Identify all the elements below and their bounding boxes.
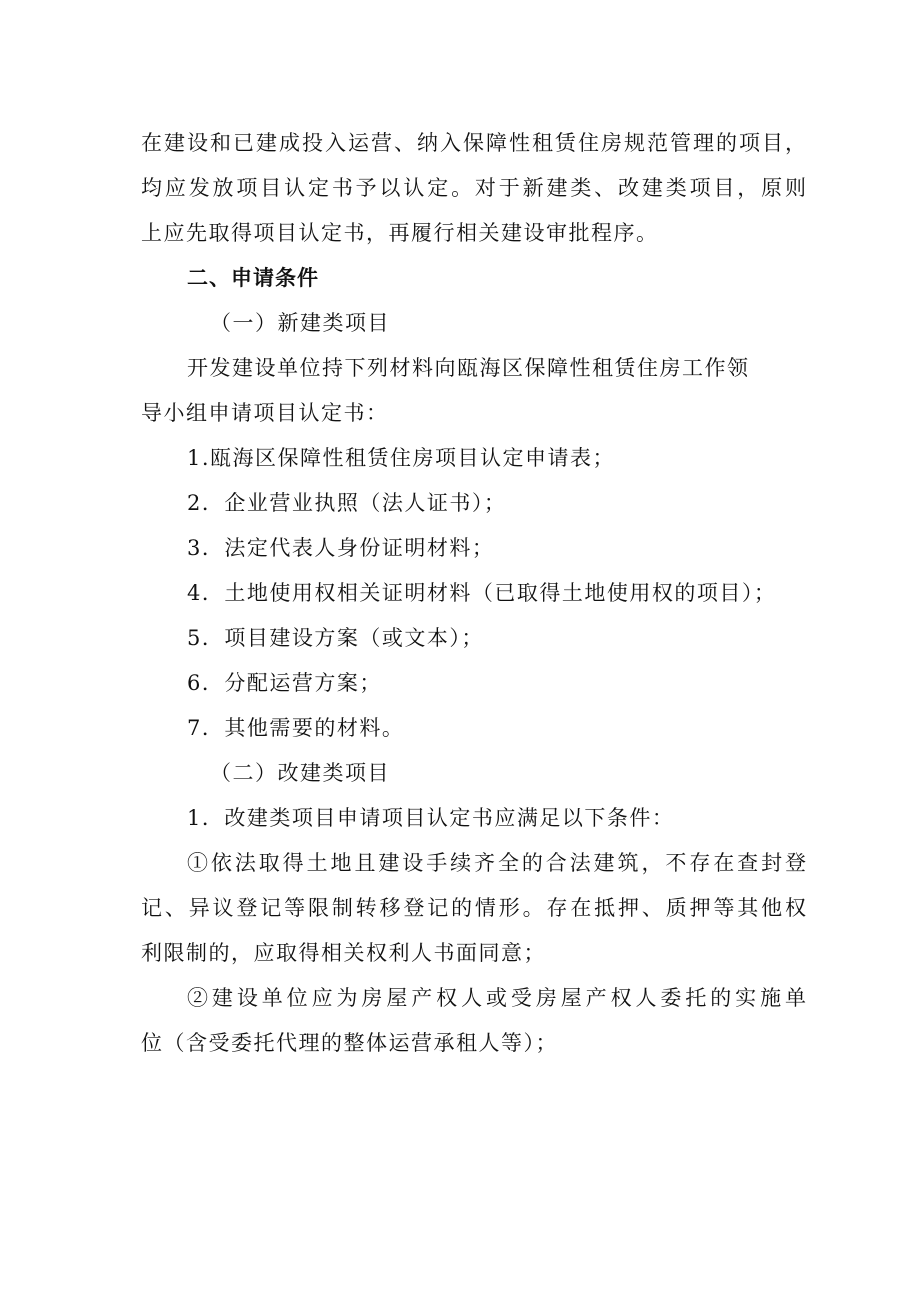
condition-1-line-3: 利限制的，应取得相关权利人书面同意；: [141, 941, 546, 965]
paragraph-line-materials-intro-2: 导小组申请项目认定书：: [141, 401, 389, 425]
list-item-3: 3．法定代表人身份证明材料；: [187, 536, 495, 560]
condition-1-line-1: ①依法取得土地且建设手续齐全的合法建筑，不存在查封登: [187, 851, 806, 875]
section-heading-application-conditions: 二、申请条件: [187, 266, 319, 290]
paragraph-line-materials-intro-1: 开发建设单位持下列材料向瓯海区保障性租赁住房工作领: [187, 356, 750, 380]
list-item-1: 1.瓯海区保障性租赁住房项目认定申请表；: [187, 446, 616, 470]
subsection-heading-new-build: （一）新建类项目: [210, 311, 390, 335]
subsection-heading-renovation: （二）改建类项目: [210, 761, 390, 785]
condition-1-line-2: 记、异议登记等限制转移登记的情形。存在抵押、质押等其他权: [141, 896, 806, 920]
renovation-condition-intro: 1．改建类项目申请项目认定书应满足以下条件：: [187, 806, 675, 830]
list-item-5: 5．项目建设方案（或文本）；: [187, 626, 484, 650]
list-item-2: 2．企业营业执照（法人证书）；: [187, 491, 507, 515]
list-item-7: 7．其他需要的材料。: [187, 716, 405, 740]
list-item-4: 4．土地使用权相关证明材料（已取得土地使用权的项目）；: [187, 581, 777, 605]
paragraph-line-1: 在建设和已建成投入运营、纳入保障性租赁住房规范管理的项目，: [141, 131, 806, 155]
condition-2-line-2: 位（含受委托代理的整体运营承租人等）；: [141, 1031, 558, 1055]
condition-2-line-1: ②建设单位应为房屋产权人或受房屋产权人委托的实施单: [187, 986, 806, 1010]
paragraph-line-2: 均应发放项目认定书予以认定。对于新建类、改建类项目，原则: [141, 176, 806, 200]
paragraph-line-3: 上应先取得项目认定书，再履行相关建设审批程序。: [141, 221, 659, 245]
list-item-6: 6．分配运营方案；: [187, 671, 382, 695]
